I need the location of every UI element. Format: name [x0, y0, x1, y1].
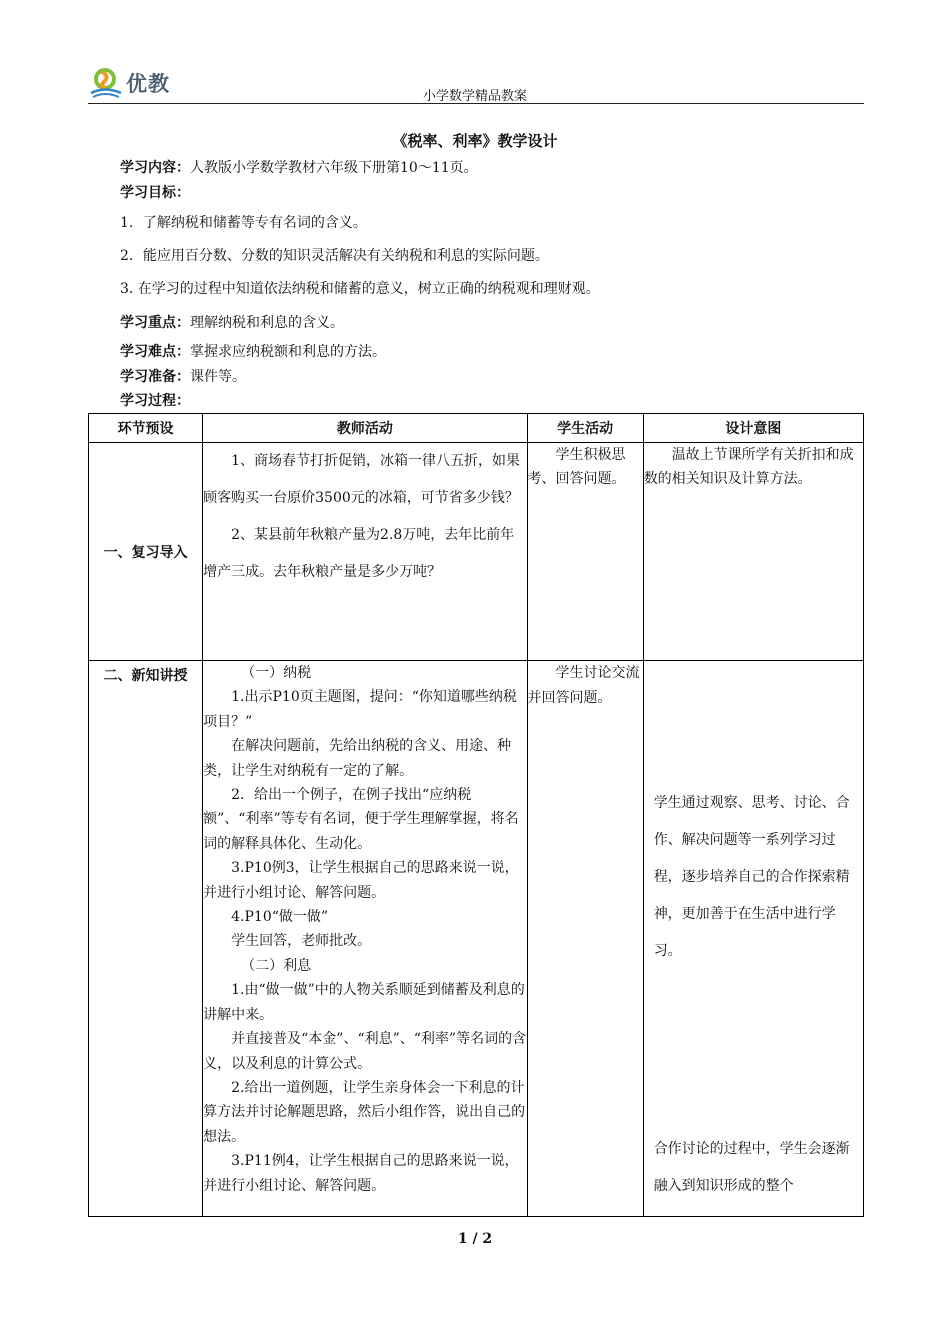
- learning-content: [120, 157, 478, 177]
- teacher-activity-item: 2.给出一道例题，让学生亲身体会一下利息的计算方法并讨论解题思路，然后小组作答，说出自己的想法。: [203, 1079, 526, 1145]
- learning-key-point: [120, 312, 344, 332]
- teacher-activity-item: 2．给出一个例子，在例子找出“应纳税额”、“利率”等专有名词，便于学生理解掌握，将名词的解释具体化、生动化。: [203, 787, 519, 852]
- goal-item: 2．能应用百分数、分数的知识灵活解决有关纳税和利息的实际问题。: [120, 248, 549, 264]
- teacher-activity-item: 1.由“做一做”中的人物关系顺延到储蓄及利息的讲解中来。: [203, 982, 525, 1023]
- teacher-activity-item: 1、商场春节打折促销，冰箱一律八五折，如果顾客购买一台原价3500元的冰箱，可节省多少钱？: [203, 453, 521, 506]
- teacher-activity-item: 3.P11例4，让学生根据自己的思路来说一说，并进行小组讨论、解答问题。: [203, 1153, 519, 1194]
- difficulty-value: 掌握求应纳税额和利息的方法。: [190, 344, 386, 360]
- column-header-student: 学生活动: [527, 414, 643, 443]
- design-intent-cell: 温故上节课所学有关折扣和成数的相关知识及计算方法。: [643, 443, 863, 661]
- table-row: [89, 661, 864, 1217]
- learning-difficulty: [120, 341, 386, 361]
- teacher-activity-item: 3.P10例3，让学生根据自己的思路来说一说，并进行小组讨论、解答问题。: [203, 860, 519, 901]
- learning-preparation: [120, 366, 246, 386]
- key-point-value: 理解纳税和利息的含义。: [190, 315, 344, 331]
- table-row: [89, 443, 864, 661]
- stage-cell: 一、复习导入: [89, 443, 203, 661]
- section-heading: （二）利息: [241, 957, 312, 974]
- teacher-activity-item: 并直接普及“本金”、“利息”、“利率”等名词的含义，以及利息的计算公式。: [203, 1031, 527, 1072]
- learning-content-value: 人教版小学数学教材六年级下册第10～11页。: [190, 160, 478, 176]
- teacher-activity-cell: [203, 661, 527, 1217]
- key-point-label: 学习重点：: [120, 315, 190, 331]
- header-divider: [88, 103, 864, 104]
- teacher-activity-item: 学生回答，老师批改。: [231, 933, 372, 950]
- preparation-label: 学习准备：: [120, 369, 190, 385]
- column-header-intent: 设计意图: [643, 414, 863, 443]
- teacher-activity-item: 2、某县前年秋粮产量为2.8万吨，去年比前年增产三成。去年秋粮产量是多少万吨？: [203, 527, 515, 580]
- lesson-plan-table: [88, 413, 864, 1217]
- column-header-teacher: 教师活动: [203, 414, 527, 443]
- design-intent-item: 学生通过观察、思考、讨论、合作、解决问题等一系列学习过程，逐步培养自己的合作探索精神，更加善于在生活中进行学习。: [653, 795, 850, 959]
- column-header-stage: 环节预设: [89, 414, 203, 443]
- header-title: 小学数学精品教案: [422, 89, 527, 104]
- preparation-value: 课件等。: [190, 369, 246, 385]
- learning-goals-label: 学习目标：: [120, 185, 190, 201]
- teacher-activity-item: 1.出示P10页主题图，提问：“你知道哪些纳税项目？”: [203, 689, 517, 730]
- learning-content-label: 学习内容：: [120, 160, 190, 176]
- goal-item: 3. 在学习的过程中知道依法纳税和储蓄的意义，树立正确的纳税观和理财观。: [120, 281, 600, 297]
- logo-text: 优教: [126, 72, 170, 96]
- goal-item: 1．了解纳税和储蓄等专有名词的含义。: [120, 215, 367, 231]
- learning-process-label: 学习过程：: [120, 393, 190, 409]
- document-title: 《税率、利率》教学设计: [392, 132, 558, 150]
- section-heading: （一）纳税: [241, 665, 312, 681]
- student-activity-cell: 学生讨论交流并回答问题。: [527, 661, 643, 1217]
- design-intent-cell: [643, 661, 863, 1217]
- design-intent-item: 合作讨论的过程中，学生会逐渐融入到知识形成的整个: [653, 1141, 850, 1194]
- teacher-activity-item: 在解决问题前，先给出纳税的含义、用途、种类，让学生对纳税有一定的了解。: [203, 738, 512, 779]
- page-number: 1 / 2: [457, 1231, 493, 1247]
- stage-cell: 二、新知讲授: [89, 661, 203, 1217]
- student-activity-cell: 学生积极思考、回答问题。: [527, 443, 643, 661]
- difficulty-label: 学习难点：: [120, 344, 190, 360]
- teacher-activity-item: 4.P10“做一做”: [231, 909, 329, 926]
- teacher-activity-cell: [203, 443, 527, 661]
- table-header-row: [89, 414, 864, 443]
